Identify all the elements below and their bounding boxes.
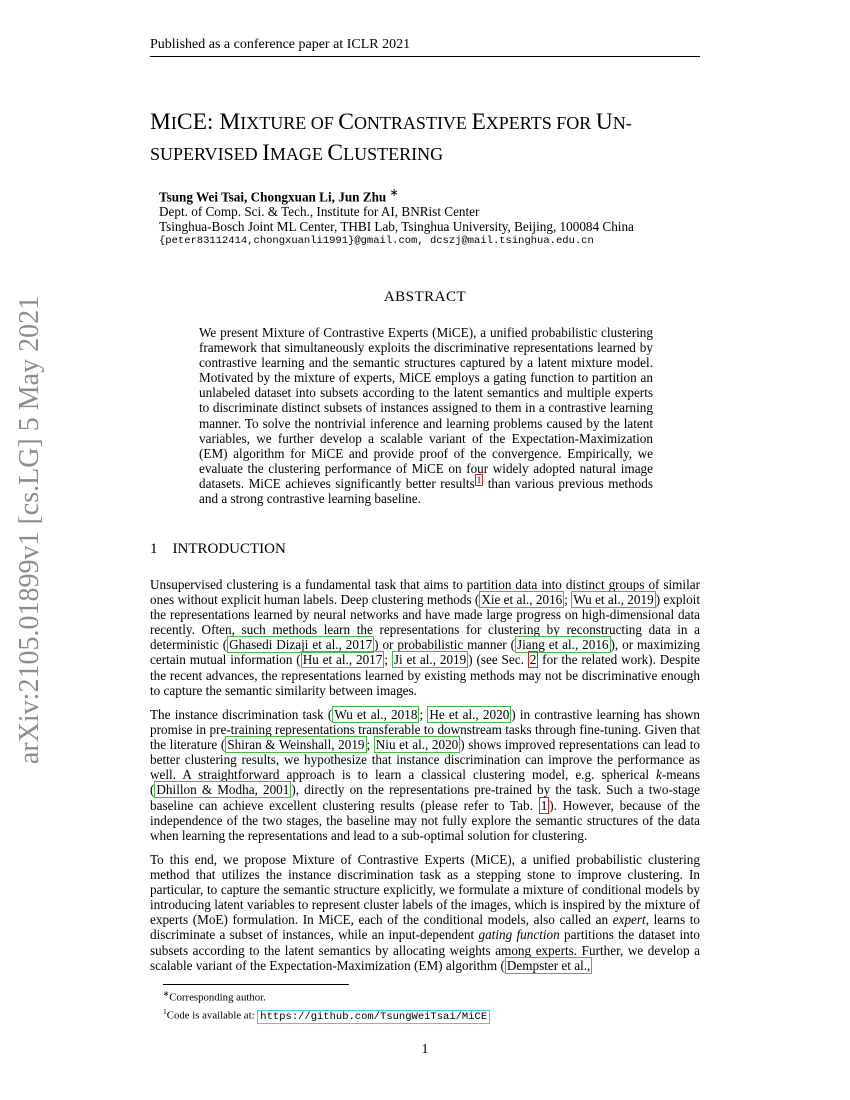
- intro-paragraph-3: To this end, we propose Mixture of Contrastive Experts (MiCE), a unified probabilistic clustering method that utilizes the instance discrimination task as a stepping stone to improve clustering. In particular, to capture the semantic structure explicitly, we formulate a mixture of conditional models by introducing latent variables to represent cluster labels of the images, which is inspired by the mixture of experts (MoE) formulation. In MiCE, each of the conditional models, also called an expert, learns to discriminate a subset of instances, while an input-dependent gating function partitions the dataset into subsets according to the latent semantics by allocating weights among experts. Further, we develop a scalable variant of the Expectation-Maximization (EM) algorithm ( Dempster et al.,: [150, 852, 701, 973]
- paper-title: [150, 107, 710, 169]
- code-url-link[interactable]: https://github.com/TsungWeiTsai/MiCE: [257, 1010, 490, 1024]
- footnote-corresponding: ∗Corresponding author.: [163, 989, 266, 1004]
- author-emails: {peter83112414,chongxuanli1991}@gmail.com, dcszj@mail.tsinghua.edu.cn: [159, 235, 594, 248]
- footnotes: [163, 987, 683, 1024]
- section-ref-link[interactable]: 2: [529, 652, 537, 668]
- author-block: [159, 186, 719, 249]
- footnote-code: $^1$Code is available at: https://github.com/TsungWeiTsai/MiCE: [163, 1005, 683, 1024]
- citation-link[interactable]: Shiran & Weinshall, 2019: [227, 737, 365, 753]
- citation-link[interactable]: Niu et al., 2020: [375, 737, 459, 753]
- footnote-link-1[interactable]: 1: [476, 474, 482, 485]
- citation-link[interactable]: Dhillon & Modha, 2001: [156, 782, 290, 798]
- intro-paragraph-1: Unsupervised clustering is a fundamental task that aims to partition data into distinct groups of similar ones without explicit human labels. Deep clustering methods ( Xie et al., 2016 ; Wu et al., 2019 ) exploit the representations learned by neural networks and have made large progress on high-dimensional data recently. Often, such methods learn the representations for clustering by reconstructing data in a deterministic ( Ghasedi Dizaji et al., 2017 ) or probabilistic manner ( Jiang et al., 2016 ), or maximizing certain mutual information ( Hu et al., 2017 ; Ji et al., 2019 ) (see Sec. 2 for the related work). Despite the recent advances, the representations learned by existing methods may not be discriminative enough to capture the semantic similarity between images.: [150, 577, 701, 698]
- citation-link[interactable]: Hu et al., 2017: [302, 652, 383, 668]
- citation-link[interactable]: Jiang et al., 2016: [517, 637, 609, 653]
- citation-link[interactable]: Dempster et al.,: [506, 957, 591, 973]
- citation-link[interactable]: Ghasedi Dizaji et al., 2017: [229, 637, 373, 653]
- section-heading-introduction: 1 INTRODUCTION: [150, 541, 286, 557]
- citation-link[interactable]: Ji et al., 2019: [393, 652, 467, 668]
- abstract-text: We present Mixture of Contrastive Experts (MiCE), a unified probabilistic clustering framework that simultaneously exploits the discriminative representations learned by contrastive learning and the semantic structures captured by a latent mixture model. Motivated by the mixture of experts, MiCE employs a gating function to partition an unlabeled dataset into subsets according to the latent semantics and multiple experts to discriminate distinct subsets of instances assigned to them in a contrastive learning manner. To solve the nontrivial inference and learning problems caused by the latent variables, we further develop a scalable variant of the Expectation-Maximization (EM) algorithm for MiCE and provide proof of the convergence. Empirically, we evaluate the clustering performance of MiCE on four widely adopted natural image datasets. MiCE achieves significantly better results $^1$ than various previous methods and a strong contrastive learning baseline.: [199, 325, 653, 507]
- intro-paragraph-2: The instance discrimination task ( Wu et al., 2018 ; He et al., 2020 ) in contrastive learning has shown promise in pre-training representations transferable to downstream tasks through fine-tuning. Given that the literature ( Shiran & Weinshall, 2019 ; Niu et al., 2020 ) shows improved representations can lead to better clustering results, we hypothesize that instance discrimination can improve the performance as well. A straightforward approach is to learn a classical clustering model, e.g. spherical k-means ( Dhillon & Modha, 2001 ), directly on the representations pre-trained by the task. Such a two-stage baseline can achieve excellent clustering results (please refer to Tab. 1 ). However, because of the independence of the two stages, the baseline may not fully explore the semantic structures of the data when learning the representations and lead to a sub-optimal solution for clustering.: [150, 707, 701, 843]
- arxiv-stamp: arXiv:2105.01899v1 [cs.LG] 5 May 2021: [14, 295, 45, 765]
- author-names: Tsung Wei Tsai, Chongxuan Li, Jun Zhu: [159, 189, 387, 205]
- citation-link[interactable]: Wu et al., 2019: [573, 592, 654, 608]
- title-line-1: MICE: MIXTURE OF CONTRASTIVE EXPERTS FOR UN-: [150, 109, 632, 135]
- citation-link[interactable]: Wu et al., 2018: [334, 707, 418, 722]
- citation-link[interactable]: Xie et al., 2016: [481, 592, 563, 608]
- footnote-rule: [163, 984, 349, 985]
- title-line-2: SUPERVISED IMAGE CLUSTERING: [150, 140, 444, 166]
- page-number: 1: [421, 1042, 429, 1057]
- affiliation-1: Dept. of Comp. Sci. & Tech., Institute for AI, BNRist Center: [159, 204, 480, 220]
- citation-link[interactable]: He et al., 2020: [429, 707, 510, 722]
- abstract-heading: ABSTRACT: [383, 289, 467, 305]
- running-header: Published as a conference paper at ICLR 2021: [150, 36, 700, 57]
- table-ref-link[interactable]: 1: [540, 797, 548, 813]
- corresponding-mark: ∗: [389, 187, 399, 199]
- affiliation-2: Tsinghua-Bosch Joint ML Center, THBI Lab, Tsinghua University, Beijing, 100084 China: [159, 219, 634, 235]
